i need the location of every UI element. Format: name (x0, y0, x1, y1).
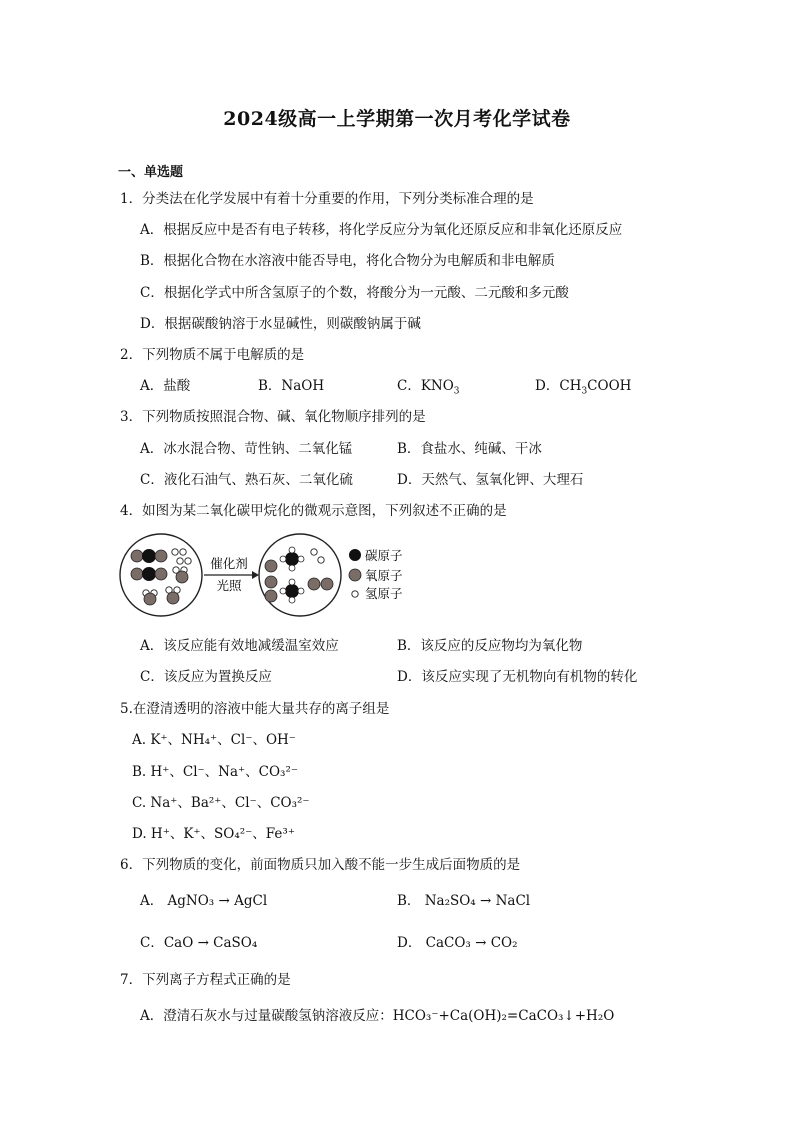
q5-option-d: D. H⁺、K⁺、SO₄²⁻、Fe³⁺ (132, 826, 295, 842)
legend-carbon-swatch (349, 549, 361, 561)
q4-stem: 4．如图为某二氧化碳甲烷化的微观示意图，下列叙述不正确的是 (120, 503, 507, 519)
q4-option-a: A．该反应能有效地减缓温室效应 (140, 638, 339, 654)
q2-option-b: B．NaOH (258, 378, 325, 394)
q1-option-d: D．根据碳酸钠溶于水显碱性，则碳酸钠属于碱 (140, 316, 421, 332)
ch4-molecule (280, 547, 304, 571)
q2-option-c: C．$KNO_3$ (397, 378, 460, 397)
q6-option-c: C．CaO → CaSO₄ (140, 935, 258, 951)
q7-stem: 7．下列离子方程式正确的是 (120, 972, 291, 988)
q4-option-b: B．该反应的反应物均为氧化物 (397, 638, 583, 654)
q3-option-c: C．液化石油气、熟石灰、二氧化硫 (140, 472, 353, 488)
q1-stem: 1．分类法在化学发展中有着十分重要的作用，下列分类标准合理的是 (120, 191, 534, 207)
q4-option-d: D．该反应实现了无机物向有机物的转化 (397, 669, 638, 685)
q2-option-a: A．盐酸 (140, 378, 191, 394)
legend-hydrogen-label: 氢原子 (365, 586, 403, 601)
q1-option-c: C．根据化学式中所含氢原子的个数，将酸分为一元酸、二元酸和多元酸 (140, 285, 569, 301)
arrow-label-light: 光照 (216, 578, 242, 593)
legend-oxygen-swatch (349, 569, 361, 581)
co2-molecule (131, 567, 167, 581)
q1-option-a: A．根据反应中是否有电子转移，将化学反应分为氧化还原反应和非氧化还原反应 (140, 222, 623, 238)
q6-option-a: A． AgNO₃ → AgCl (140, 893, 268, 909)
page-title: 2024级高一上学期第一次月考化学试卷 (223, 108, 571, 130)
q1-option-b: B．根据化合物在水溶液中能否导电，将化合物分为电解质和非电解质 (140, 253, 555, 269)
q4-option-c: C．该反应为置换反应 (140, 669, 272, 685)
q2-stem: 2．下列物质不属于电解质的是 (120, 347, 305, 363)
legend-carbon-label: 碳原子 (365, 548, 403, 563)
legend-oxygen-label: 氧原子 (365, 568, 403, 583)
q3-stem: 3．下列物质按照混合物、碱、氧化物顺序排列的是 (120, 409, 426, 425)
section-heading: 一、单选题 (118, 165, 184, 180)
ch4-molecule (280, 579, 304, 603)
legend-hydrogen-swatch (352, 591, 358, 597)
q5-option-a: A. K⁺、NH₄⁺、Cl⁻、OH⁻ (132, 732, 296, 748)
q3-option-a: A．冰水混合物、苛性钠、二氧化锰 (140, 441, 353, 457)
co2-molecule (131, 549, 167, 563)
q6-stem: 6．下列物质的变化，前面物质只加入酸不能一步生成后面物质的是 (120, 857, 521, 873)
q7-option-a: A．澄清石灰水与过量碳酸氢钠溶液反应：HCO₃⁻+Ca(OH)₂=CaCO₃↓+H₂O (140, 1008, 615, 1024)
arrow-label-catalyst: 催化剂 (210, 556, 248, 571)
reaction-diagram (118, 530, 418, 622)
q5-stem: 5.在澄清透明的溶液中能大量共存的离子组是 (120, 701, 390, 717)
q2-option-d: D．$CH_3COOH$ (535, 378, 632, 397)
q6-option-b: B． Na₂SO₄ → NaCl (397, 893, 531, 909)
q6-option-d: D． CaCO₃ → CO₂ (397, 935, 518, 951)
q5-option-b: B. H⁺、Cl⁻、Na⁺、CO₃²⁻ (132, 764, 299, 780)
q3-option-d: D．天然气、氢氧化钾、大理石 (397, 472, 584, 488)
q3-option-b: B．食盐水、纯碱、干冰 (397, 441, 542, 457)
q5-option-c: C. Na⁺、Ba²⁺、Cl⁻、CO₃²⁻ (132, 795, 310, 811)
